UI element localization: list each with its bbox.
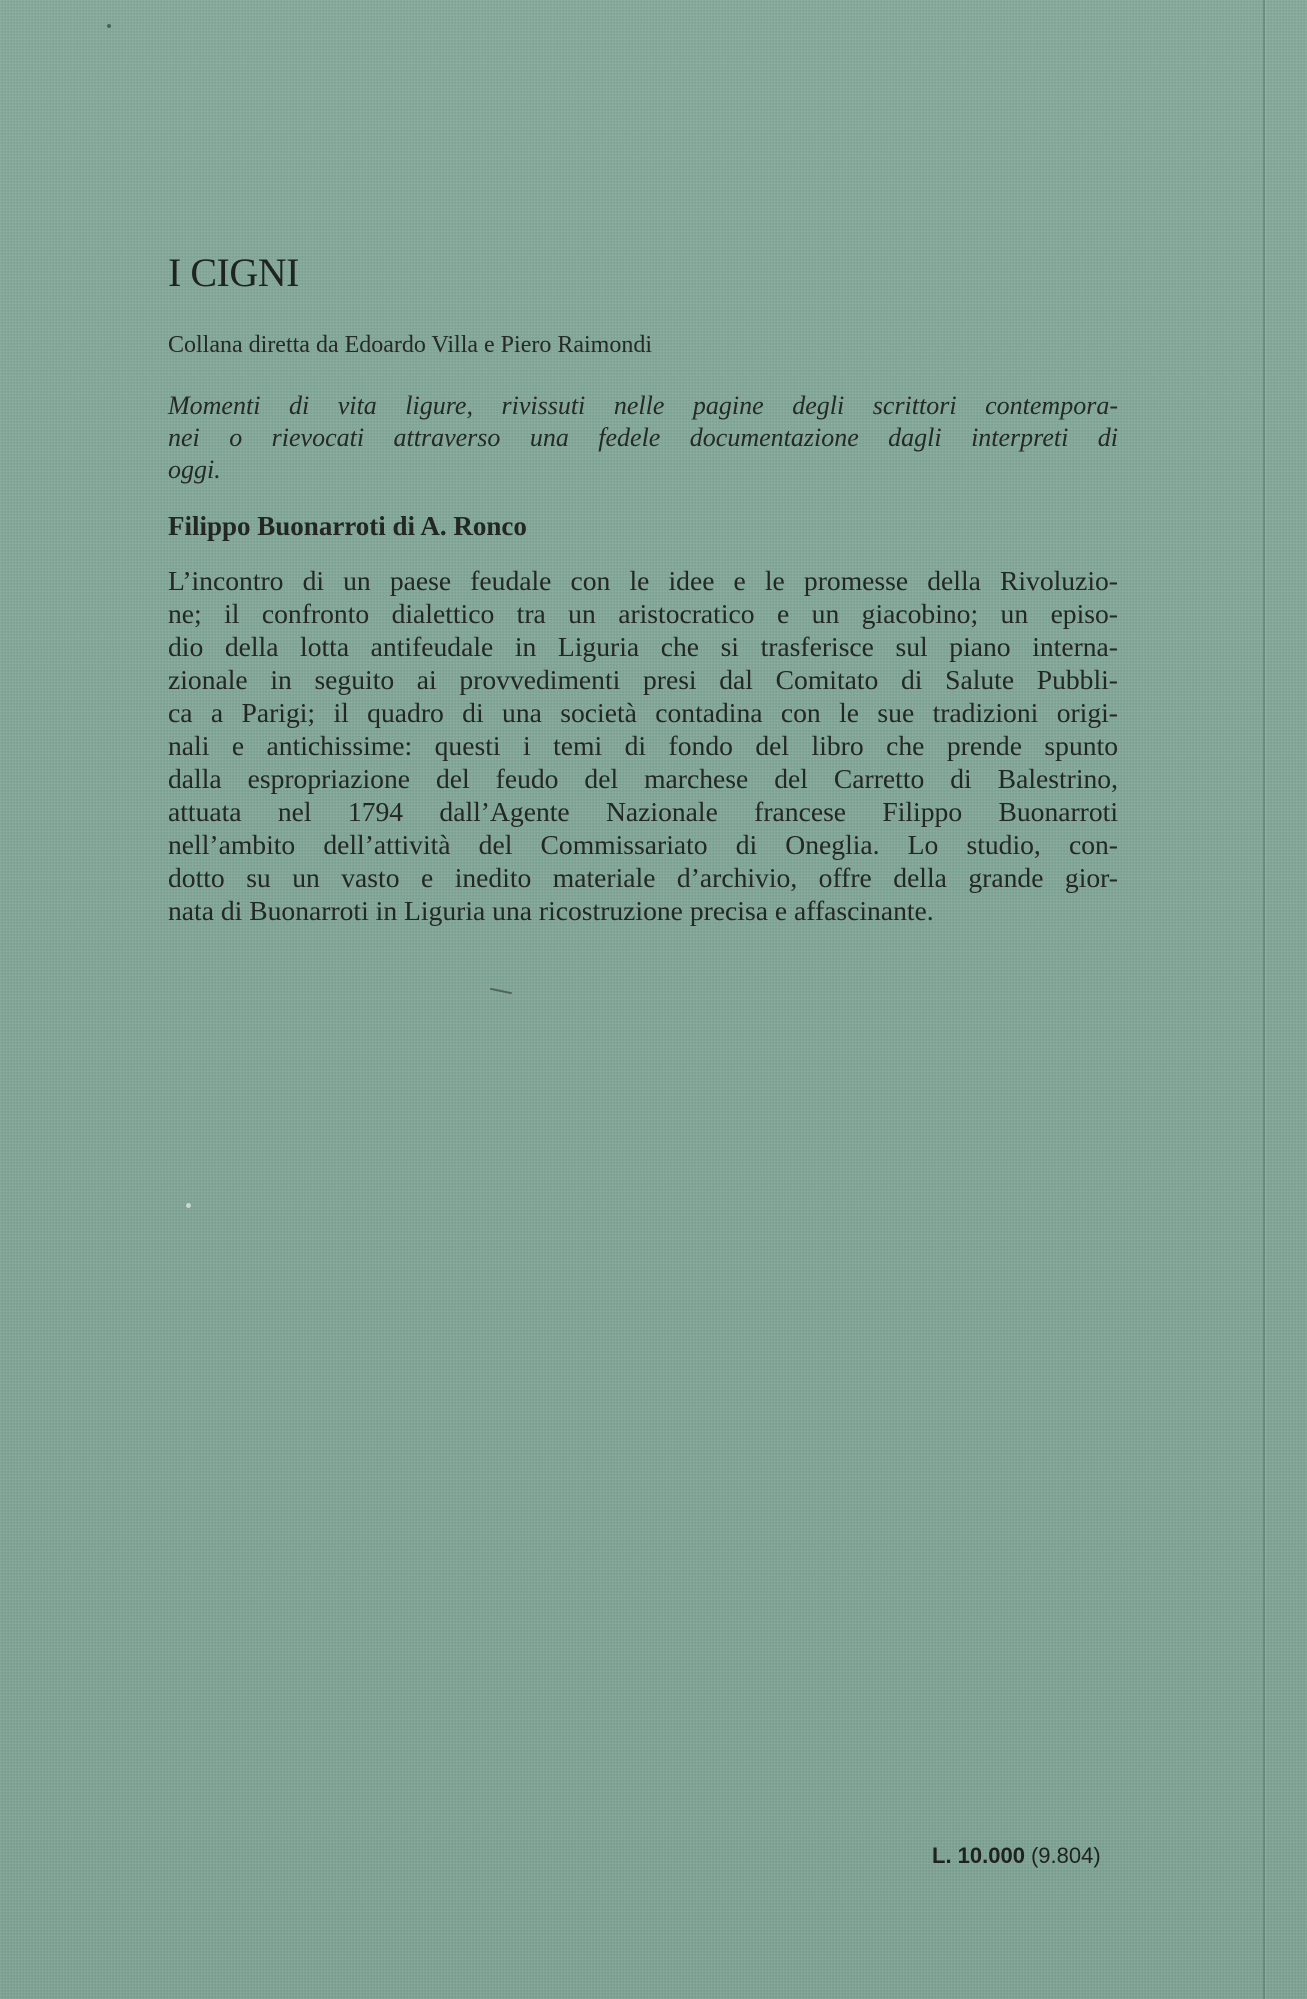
series-editors: Collana diretta da Edoardo Villa e Piero Raimondi [168,332,652,358]
cover-fold-line [1263,0,1265,1999]
book-description-line: dio della lotta antifeudale in Liguria che si trasferisce sul piano interna- [168,631,1118,662]
price-net: (9.804) [1030,1843,1101,1868]
series-blurb-line: Momenti di vita ligure, rivissuti nelle pagine degli scrittori contempora- [168,391,1118,420]
book-description-line: nell’ambito dell’attività del Commissariato di Oneglia. Lo studio, con- [168,829,1118,860]
book-heading: Filippo Buonarroti di A. Ronco [168,511,527,541]
book-description-line: nali e antichissime: questi i temi di fondo del libro che prende spunto [168,730,1118,761]
book-description-line: nata di Buonarroti in Liguria una ricostruzione precisa e affascinante. [168,895,934,926]
book-description-line: dalla espropriazione del feudo del marchese del Carretto di Balestrino, [168,763,1118,794]
series-blurb-line: oggi. [168,455,221,484]
price-main: L. 10.000 [932,1843,1025,1868]
book-description [168,564,1118,927]
paper-speck [186,1203,191,1208]
series-blurb [168,390,1118,486]
paper-speck [107,24,111,28]
book-description-line: ne; il confronto dialettico tra un aristocratico e un giacobino; un episo- [168,598,1118,629]
book-description-line: attuata nel 1794 dall’Agente Nazionale francese Filippo Buonarroti [168,796,1118,827]
paper-scratch [490,988,512,995]
back-cover-content [168,250,1118,927]
series-title: I CIGNI [168,250,299,295]
book-description-line: L’incontro di un paese feudale con le idee e le promesse della Rivoluzio- [168,565,1118,596]
price-label [932,1842,1101,1870]
book-description-line: dotto su un vasto e inedito materiale d’archivio, offre della grande gior- [168,862,1118,893]
series-blurb-line: nei o rievocati attraverso una fedele documentazione dagli interpreti di [168,423,1118,452]
book-description-line: zionale in seguito ai provvedimenti presi dal Comitato di Salute Pubbli- [168,664,1118,695]
book-description-line: ca a Parigi; il quadro di una società contadina con le sue tradizioni origi- [168,697,1118,728]
